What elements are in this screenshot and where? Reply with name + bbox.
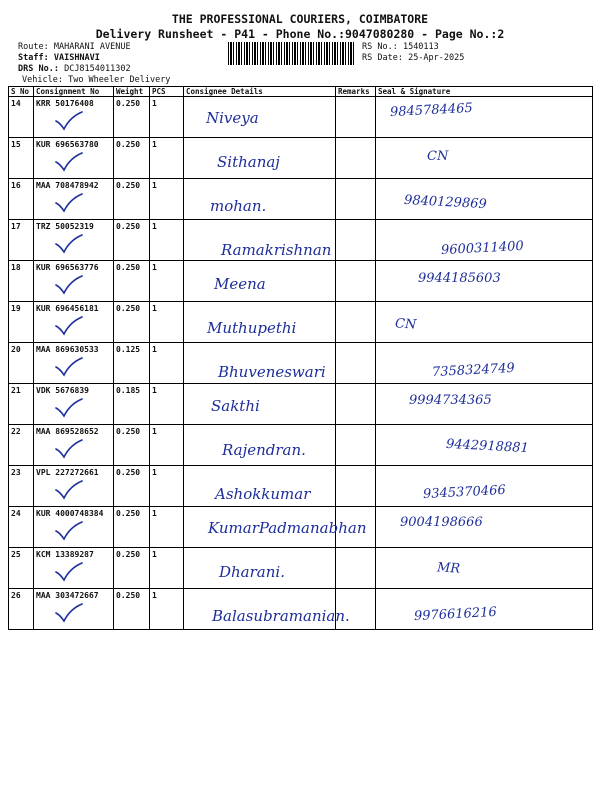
remarks-cell: [336, 220, 376, 261]
remarks-cell: [336, 548, 376, 589]
pcs-cell: 1: [150, 138, 184, 179]
remarks-cell: [336, 343, 376, 384]
table-row: [9, 548, 593, 589]
checkmark-icon: [54, 275, 84, 295]
signature: 9442918881: [445, 436, 530, 457]
remarks-cell: [336, 261, 376, 302]
consignee-name: Ramakrishnan: [221, 241, 332, 259]
consignee-name: Sakthi: [211, 397, 260, 415]
seal-cell: [376, 425, 593, 466]
consignment-no: TRZ 50052319: [36, 222, 94, 231]
remarks-cell: [336, 507, 376, 548]
seal-cell: [376, 220, 593, 261]
consignment-no: KCM 13389287: [36, 550, 94, 559]
sno-cell: 23: [9, 466, 34, 507]
checkmark-icon: [54, 316, 84, 336]
pcs-cell: 1: [150, 302, 184, 343]
checkmark-icon: [54, 152, 84, 172]
consignment-cell: [34, 138, 114, 179]
consignee-cell: [184, 179, 336, 220]
consignment-no: KUR 696563780: [36, 140, 99, 149]
pcs-cell: 1: [150, 384, 184, 425]
barcode: [228, 42, 354, 65]
pcs-cell: 1: [150, 425, 184, 466]
sno-cell: 26: [9, 589, 34, 630]
table-row: [9, 302, 593, 343]
consignment-no: KUR 696563776: [36, 263, 99, 272]
consignment-cell: [34, 343, 114, 384]
consignee-name: KumarPadmanabhan: [208, 519, 367, 537]
signature: 9840129869: [403, 192, 488, 213]
consignee-name: Rajendran.: [222, 441, 306, 459]
weight-cell: 0.250: [114, 507, 150, 548]
staff-value: VAISHNAVI: [53, 53, 100, 63]
sno-cell: 22: [9, 425, 34, 466]
signature: CN: [394, 316, 417, 333]
consignee-name: Ashokkumar: [215, 485, 311, 503]
route-line: Route: MAHARANI AVENUE: [18, 42, 131, 52]
consignment-no: KRR 50176408: [36, 99, 94, 108]
pcs-cell: 1: [150, 179, 184, 220]
seal-cell: [376, 548, 593, 589]
checkmark-icon: [54, 357, 84, 377]
consignment-cell: [34, 425, 114, 466]
consignee-name: Meena: [214, 275, 266, 293]
remarks-cell: [336, 384, 376, 425]
signature: 9994734365: [409, 393, 492, 408]
checkmark-icon: [54, 562, 84, 582]
checkmark-icon: [54, 521, 84, 541]
sno-cell: 19: [9, 302, 34, 343]
consignment-no: VDK 5676839: [36, 386, 89, 395]
consignment-cell: [34, 384, 114, 425]
consignee-cell: [184, 466, 336, 507]
table-row: [9, 425, 593, 466]
sno-cell: 14: [9, 97, 34, 138]
pcs-cell: 1: [150, 97, 184, 138]
col-seal: Seal & Signature: [376, 87, 593, 97]
sno-cell: 18: [9, 261, 34, 302]
consignee-cell: [184, 138, 336, 179]
delivery-table: [8, 86, 593, 630]
company-title: THE PROFESSIONAL COURIERS, COIMBATORE: [171, 12, 429, 26]
consignment-no: MAA 303472667: [36, 591, 99, 600]
checkmark-icon: [54, 480, 84, 500]
consignee-cell: [184, 302, 336, 343]
consignment-cell: [34, 507, 114, 548]
consignment-no: VPL 227272661: [36, 468, 99, 477]
consignment-cell: [34, 179, 114, 220]
table-row: [9, 261, 593, 302]
seal-cell: [376, 302, 593, 343]
checkmark-icon: [54, 439, 84, 459]
table-row: [9, 343, 593, 384]
vehicle-value: Two Wheeler Delivery: [68, 75, 171, 85]
consignment-no: KUR 696456181: [36, 304, 99, 313]
sno-cell: 15: [9, 138, 34, 179]
weight-cell: 0.250: [114, 179, 150, 220]
weight-cell: 0.250: [114, 97, 150, 138]
weight-cell: 0.125: [114, 343, 150, 384]
table-row: [9, 138, 593, 179]
weight-cell: 0.250: [114, 261, 150, 302]
weight-cell: 0.250: [114, 302, 150, 343]
table-row: [9, 220, 593, 261]
table-row: [9, 97, 593, 138]
col-consignment: Consignment No: [34, 87, 114, 97]
consignee-cell: [184, 261, 336, 302]
col-weight: Weight: [114, 87, 150, 97]
signature: 9004198666: [400, 515, 483, 530]
checkmark-icon: [54, 234, 84, 254]
col-consignee: Consignee Details: [184, 87, 336, 97]
consignment-no: KUR 4000748384: [36, 509, 104, 518]
consignment-cell: [34, 220, 114, 261]
table-row: [9, 507, 593, 548]
seal-cell: [376, 589, 593, 630]
consignment-no: MAA 869528652: [36, 427, 99, 436]
pcs-cell: 1: [150, 548, 184, 589]
remarks-cell: [336, 589, 376, 630]
sno-cell: 20: [9, 343, 34, 384]
pcs-cell: 1: [150, 261, 184, 302]
weight-cell: 0.250: [114, 466, 150, 507]
consignment-cell: [34, 548, 114, 589]
sno-cell: 24: [9, 507, 34, 548]
pcs-cell: 1: [150, 343, 184, 384]
seal-cell: [376, 138, 593, 179]
consignee-name: Niveya: [206, 109, 259, 127]
pcs-cell: 1: [150, 220, 184, 261]
signature: 9845784465: [389, 100, 474, 121]
weight-cell: 0.250: [114, 589, 150, 630]
signature: 7358324749: [431, 360, 516, 381]
consignment-cell: [34, 97, 114, 138]
route-value: MAHARANI AVENUE: [53, 42, 131, 52]
col-sno: S No: [9, 87, 34, 97]
col-pcs: PCS: [150, 87, 184, 97]
table-row: [9, 384, 593, 425]
signature: 9976616216: [413, 604, 498, 625]
checkmark-icon: [54, 398, 84, 418]
consignee-cell: [184, 97, 336, 138]
signature: 9944185603: [418, 271, 501, 286]
rs-date-line: RS Date: 25-Apr-2025: [362, 53, 465, 63]
sno-cell: 16: [9, 179, 34, 220]
consignee-name: Balasubramanian.: [212, 607, 350, 625]
seal-cell: [376, 466, 593, 507]
drs-line: DRS No.: DCJ8154011302: [18, 64, 131, 74]
runsheet-title: Delivery Runsheet - P41 - Phone No.:9047080280 - Page No.:2: [95, 27, 505, 41]
consignee-cell: [184, 384, 336, 425]
seal-cell: [376, 97, 593, 138]
weight-cell: 0.185: [114, 384, 150, 425]
rs-no-line: RS No.: 1540113: [362, 42, 439, 52]
sno-cell: 25: [9, 548, 34, 589]
pcs-cell: 1: [150, 589, 184, 630]
seal-cell: [376, 384, 593, 425]
drs-value: DCJ8154011302: [64, 64, 131, 74]
vehicle-line: Vehicle: Two Wheeler Delivery: [22, 75, 171, 85]
col-remarks: Remarks: [336, 87, 376, 97]
pcs-cell: 1: [150, 507, 184, 548]
checkmark-icon: [54, 603, 84, 623]
consignment-cell: [34, 302, 114, 343]
consignment-cell: [34, 466, 114, 507]
consignee-name: Dharani.: [219, 563, 285, 581]
signature: 9600311400: [440, 238, 525, 259]
remarks-cell: [336, 179, 376, 220]
consignment-no: MAA 708478942: [36, 181, 99, 190]
sno-cell: 17: [9, 220, 34, 261]
weight-cell: 0.250: [114, 548, 150, 589]
consignment-no: MAA 869630533: [36, 345, 99, 354]
pcs-cell: 1: [150, 466, 184, 507]
sno-cell: 21: [9, 384, 34, 425]
consignee-name: Muthupethi: [207, 319, 297, 337]
seal-cell: [376, 507, 593, 548]
weight-cell: 0.250: [114, 138, 150, 179]
remarks-cell: [336, 138, 376, 179]
consignee-cell: [184, 548, 336, 589]
seal-cell: [376, 261, 593, 302]
consignee-cell: [184, 507, 367, 548]
consignee-cell: [184, 220, 336, 261]
consignee-cell: [184, 425, 336, 466]
consignee-name: Sithanaj: [217, 153, 280, 171]
consignment-cell: [34, 261, 114, 302]
consignee-cell: [184, 343, 336, 384]
seal-cell: [376, 343, 593, 384]
weight-cell: 0.250: [114, 425, 150, 466]
consignee-cell: [184, 589, 350, 630]
remarks-cell: [336, 425, 376, 466]
consignee-name: mohan.: [210, 197, 267, 215]
signature: CN: [427, 149, 449, 164]
signature: 9345370466: [422, 482, 507, 503]
remarks-cell: [336, 97, 376, 138]
checkmark-icon: [54, 111, 84, 131]
staff-line: Staff: VAISHNAVI: [18, 53, 100, 63]
remarks-cell: [336, 302, 376, 343]
rs-date-value: 25-Apr-2025: [408, 53, 465, 63]
table-row: [9, 466, 593, 507]
remarks-cell: [336, 466, 376, 507]
weight-cell: 0.250: [114, 220, 150, 261]
table-header-row: [9, 87, 593, 97]
table-row: [9, 179, 593, 220]
rs-no-value: 1540113: [402, 42, 439, 52]
table-row: [9, 589, 593, 630]
checkmark-icon: [54, 193, 84, 213]
signature: MR: [436, 560, 461, 577]
seal-cell: [376, 179, 593, 220]
consignment-cell: [34, 589, 114, 630]
consignee-name: Bhuveneswari: [218, 363, 326, 381]
